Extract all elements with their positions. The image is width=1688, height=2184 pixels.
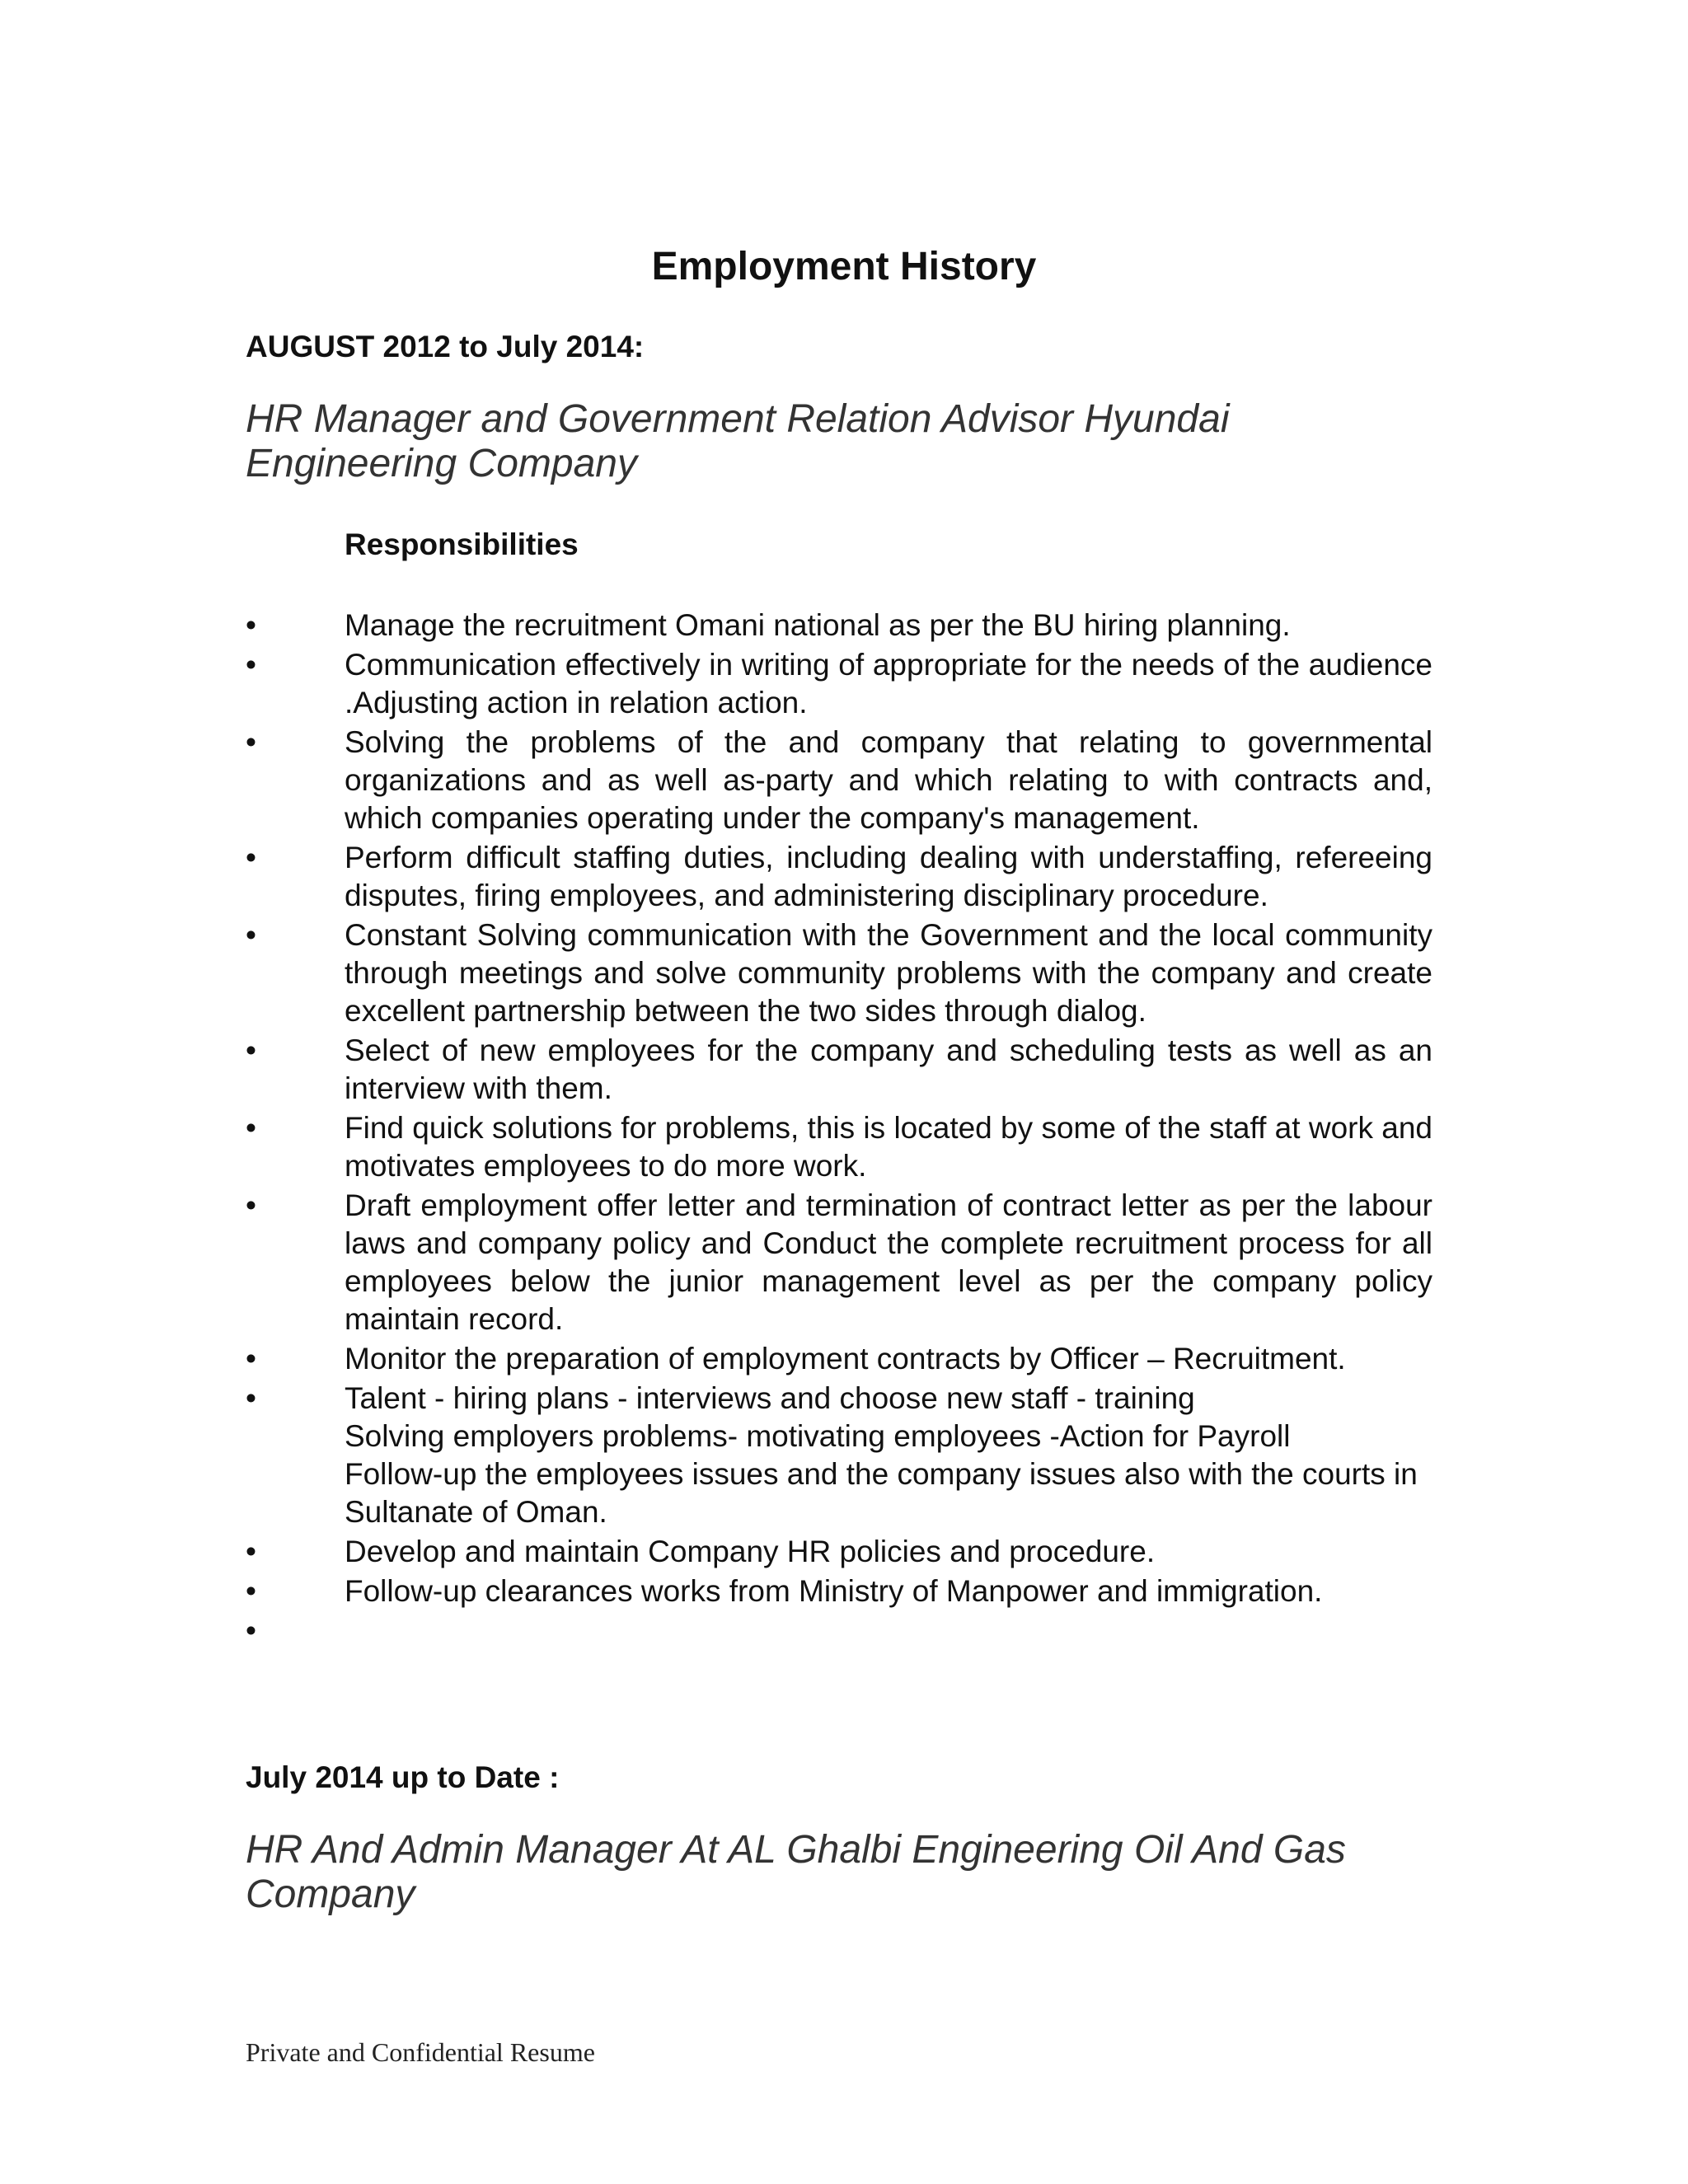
bullet-text — [345, 1612, 1432, 1650]
job2-dates: July 2014 up to Date : — [246, 1760, 560, 1794]
bullet-item — [246, 724, 1432, 837]
bullet-line: Find quick solutions for problems, this is located by some of the staff at work and motivates employees to do more work. — [345, 1111, 1432, 1183]
bullet-dot-icon: • — [246, 1188, 256, 1222]
responsibilities-list — [246, 607, 1432, 1652]
bullet-text — [345, 1380, 1432, 1531]
responsibilities-label: Responsibilities — [345, 527, 579, 561]
bullet-line: Solving the problems of the and company that relating to governmental organizations and as well as-party and which relating to with contracts and, which companies operating under the company's management. — [345, 725, 1432, 835]
job2-title: HR And Admin Manager At AL Ghalbi Engineering Oil And Gas Company — [246, 1828, 1346, 1916]
bullet-line: Manage the recruitment Omani national as per the BU hiring planning. — [345, 608, 1291, 642]
bullet-dot-icon: • — [246, 1342, 256, 1376]
bullet-item — [246, 646, 1432, 722]
bullet-dot-icon: • — [246, 918, 256, 952]
job1-dates: AUGUST 2012 to July 2014: — [246, 330, 645, 363]
bullet-text — [345, 1109, 1432, 1185]
bullet-text — [345, 724, 1432, 837]
job1-title: HR Manager and Government Relation Advisor Hyundai Engineering Company — [246, 397, 1230, 485]
bullet-dot-icon: • — [246, 648, 256, 682]
bullet-dot-icon: • — [246, 1033, 256, 1067]
bullet-line: Follow-up clearances works from Ministry of Manpower and immigration. — [345, 1574, 1323, 1608]
bullet-line: Talent - hiring plans - interviews and choose new staff - training — [345, 1381, 1195, 1415]
bullet-line: Constant Solving communication with the Government and the local community through meetings and solve community problems with the company and create excellent partnership between the two sides through dialog. — [345, 918, 1432, 1028]
bullet-text — [345, 1340, 1432, 1378]
bullet-dot-icon: • — [246, 1574, 256, 1608]
bullet-item — [246, 1612, 1432, 1650]
bullet-item — [246, 1109, 1432, 1185]
page-title: Employment History — [651, 245, 1037, 288]
bullet-text — [345, 916, 1432, 1030]
bullet-dot-icon: • — [246, 1111, 256, 1145]
bullet-item — [246, 1340, 1432, 1378]
bullet-text — [345, 1572, 1432, 1610]
bullet-item — [246, 916, 1432, 1030]
bullet-dot-icon: • — [246, 1614, 256, 1647]
bullet-item — [246, 839, 1432, 915]
bullet-item — [246, 607, 1432, 644]
bullet-item — [246, 1032, 1432, 1108]
bullet-dot-icon: • — [246, 1381, 256, 1415]
bullet-line: Communication effectively in writing of appropriate for the needs of the audience .Adjusting action in relation action. — [345, 648, 1432, 719]
bullet-line: Follow-up the employees issues and the company issues also with the courts in Sultanate of Oman. — [345, 1457, 1418, 1529]
bullet-text — [345, 1533, 1432, 1571]
bullet-item — [246, 1380, 1432, 1531]
bullet-dot-icon: • — [246, 725, 256, 759]
bullet-line: Solving employers problems- motivating employees -Action for Payroll — [345, 1419, 1291, 1453]
bullet-line: Monitor the preparation of employment contracts by Officer – Recruitment. — [345, 1342, 1346, 1376]
bullet-text — [345, 607, 1432, 644]
bullet-line: Draft employment offer letter and termination of contract letter as per the labour laws and company policy and Conduct the complete recruitment process for all employees below the junior management level as per the company policy maintain record. — [345, 1188, 1432, 1336]
bullet-dot-icon: • — [246, 841, 256, 874]
bullet-dot-icon: • — [246, 608, 256, 642]
bullet-line: Develop and maintain Company HR policies and procedure. — [345, 1535, 1156, 1568]
bullet-item — [246, 1187, 1432, 1338]
bullet-line: Perform difficult staffing duties, including dealing with understaffing, refereeing disputes, firing employees, and administering disciplinary procedure. — [345, 841, 1432, 912]
bullet-item — [246, 1572, 1432, 1610]
bullet-text — [345, 1032, 1432, 1108]
bullet-text — [345, 1187, 1432, 1338]
bullet-text — [345, 839, 1432, 915]
footer-text: Private and Confidential Resume — [246, 2037, 595, 2067]
bullet-line: Select of new employees for the company and scheduling tests as well as an interview with them. — [345, 1033, 1432, 1105]
bullet-dot-icon: • — [246, 1535, 256, 1568]
bullet-item — [246, 1533, 1432, 1571]
bullet-text — [345, 646, 1432, 722]
